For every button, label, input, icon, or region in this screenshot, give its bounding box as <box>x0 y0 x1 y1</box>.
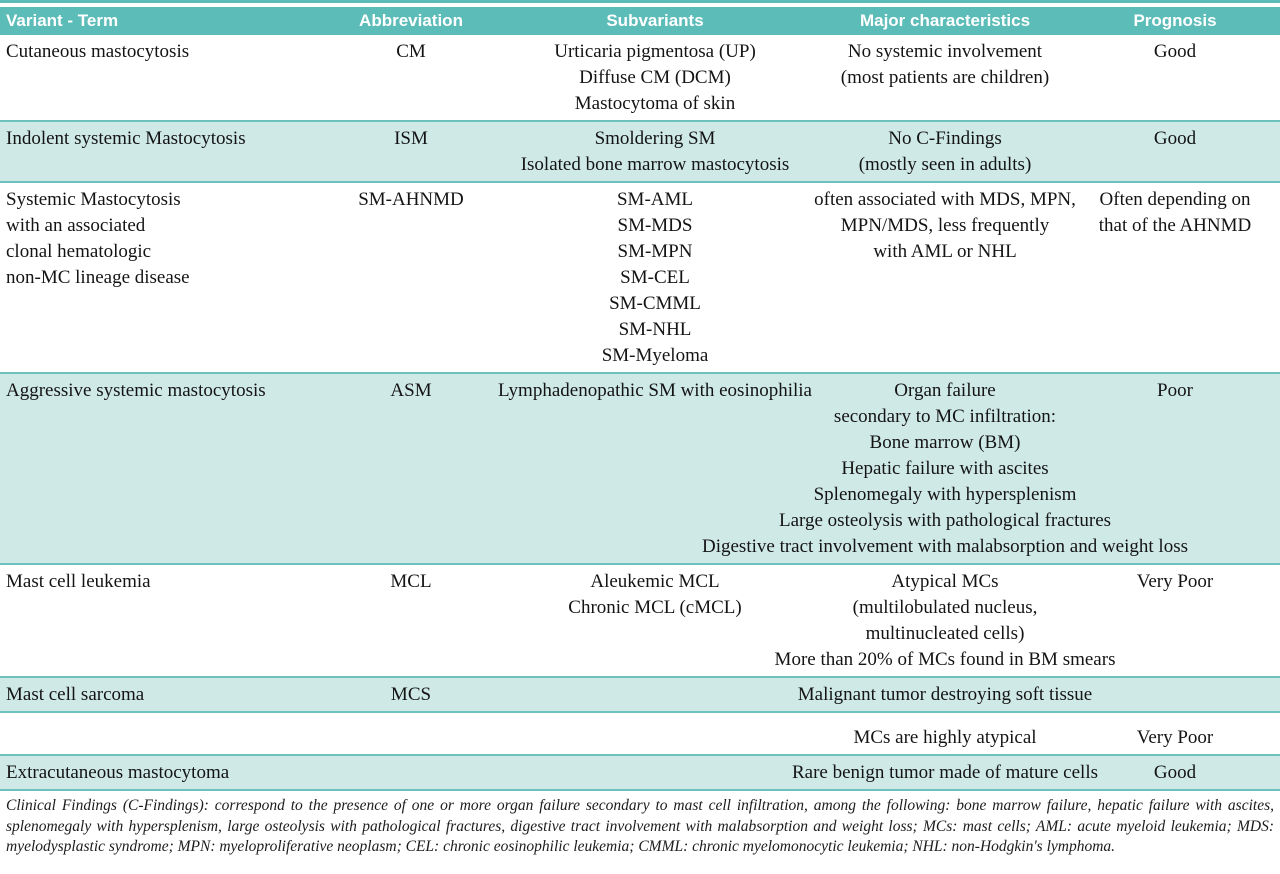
major-characteristic-text: Rare benign tumor made of mature cells <box>792 762 1099 783</box>
variant-term-text: Mast cell sarcoma <box>6 684 145 705</box>
col-header-variant-term: Variant - Term <box>6 11 119 30</box>
major-characteristic-text: MPN/MDS, less frequently <box>840 215 1050 236</box>
cell-prognosis <box>1070 678 1280 711</box>
subvariant-text: SM-CMML <box>609 293 701 314</box>
row-mast-cell-sarcoma <box>0 676 1280 713</box>
variant-term-text: Mast cell leukemia <box>6 571 151 592</box>
cell-subvariants <box>490 678 820 711</box>
subvariant-text: SM-MPN <box>617 241 693 262</box>
cell-abbreviation <box>332 183 490 372</box>
variant-term-text: clonal hematologic <box>6 241 152 262</box>
cell-abbreviation <box>332 678 490 711</box>
subvariant-text: Smoldering SM <box>594 128 716 149</box>
cell-subvariants <box>490 721 820 754</box>
col-header-prognosis: Prognosis <box>1133 11 1217 30</box>
variant-term-text: non-MC lineage disease <box>6 267 190 288</box>
cell-prognosis <box>1070 374 1280 563</box>
prognosis-text: Often depending on <box>1099 189 1251 210</box>
subvariant-text: SM-MDS <box>617 215 693 236</box>
cell-subvariants <box>490 183 820 372</box>
subvariant-text: Isolated bone marrow mastocytosis <box>520 154 790 175</box>
abbreviation-text: MCL <box>390 571 432 592</box>
row-indolent-systemic-mastocytosis <box>0 120 1280 183</box>
prognosis-text: Good <box>1153 762 1197 783</box>
prognosis-text: Very Poor <box>1136 571 1214 592</box>
subvariant-text: Urticaria pigmentosa (UP) <box>554 41 756 62</box>
cell-subvariants <box>490 35 820 120</box>
cell-prognosis <box>1070 565 1280 676</box>
major-characteristic-text: Bone marrow (BM) <box>869 432 1021 453</box>
row-extracutaneous-mastocytoma <box>0 754 1280 791</box>
subvariant-text: Mastocytoma of skin <box>574 93 736 114</box>
footnote-text: Clinical Findings (C-Findings): correspond to the presence of one or more organ failure secondary to mast cell infiltration, among the following: bone marrow failure, hepatic failure with ascites, splenomegaly with hypersplenism, large osteolysis with pathological fractures, digestive tract involvement with malabsorption and weight loss; MCs: mast cells; AML: acute myeloid leukemia; MDS: myelodysplastic syndrome; MPN: myeloproliferative neoplasm; CEL: chronic eosinophilic leukemia; CMML: chronic myelomonocytic leukemia; NHL: non-Hodgkin's lymphoma. <box>6 797 1274 855</box>
subvariant-text: SM-CEL <box>620 267 690 288</box>
abbreviation-text: SM-AHNMD <box>358 189 464 210</box>
cell-abbreviation <box>332 565 490 676</box>
cell-subvariants <box>490 122 820 181</box>
major-characteristic-text: (multilobulated nucleus, <box>852 597 1038 618</box>
cell-variant-term <box>0 756 332 789</box>
cell-abbreviation <box>332 35 490 120</box>
cell-variant-term <box>0 374 332 563</box>
prognosis-text: Good <box>1153 41 1197 62</box>
cell-major-characteristics <box>820 122 1070 181</box>
abbreviation-text: ASM <box>390 380 432 401</box>
col-header-subvariants: Subvariants <box>606 11 704 30</box>
major-characteristic-text: (mostly seen in adults) <box>858 154 1032 175</box>
major-characteristic-text: Organ failure <box>894 380 996 401</box>
subvariant-text: SM-AML <box>616 189 693 210</box>
cell-subvariants <box>490 565 820 676</box>
variant-term-text: Indolent systemic Mastocytosis <box>6 128 246 149</box>
abbreviation-text: MCS <box>390 684 432 705</box>
major-characteristic-text: often associated with MDS, MPN, <box>814 189 1076 210</box>
major-characteristic-text: multinucleated cells) <box>865 623 1025 644</box>
subvariant-text: Diffuse CM (DCM) <box>579 67 731 88</box>
major-characteristic-text: MCs are highly atypical <box>853 727 1037 748</box>
variant-term-text: with an associated <box>6 215 146 236</box>
major-characteristic-text: Digestive tract involvement with malabsorption and weight loss <box>702 536 1188 557</box>
cell-variant-term <box>0 35 332 120</box>
subvariant-text: SM-Myeloma <box>601 345 709 366</box>
row-mast-cell-leukemia <box>0 565 1280 676</box>
major-characteristic-text: Large osteolysis with pathological fractures <box>778 510 1112 531</box>
major-characteristic-text: Hepatic failure with ascites <box>841 458 1049 479</box>
major-characteristic-text: No systemic involvement <box>847 41 1043 62</box>
major-characteristic-text: with AML or NHL <box>873 241 1017 262</box>
major-characteristic-text: Malignant tumor destroying soft tissue <box>797 684 1093 705</box>
subvariant-text: Aleukemic MCL <box>590 571 720 592</box>
cell-major-characteristics <box>774 565 1116 676</box>
major-characteristic-text: (most patients are children) <box>840 67 1050 88</box>
cell-major-characteristics <box>792 756 1099 789</box>
cell-prognosis <box>1070 122 1280 181</box>
cell-abbreviation <box>332 756 490 789</box>
prognosis-text: Poor <box>1157 380 1193 401</box>
cell-variant-term <box>0 122 332 181</box>
cell-prognosis <box>1070 183 1280 372</box>
subvariant-text: Lymphadenopathic SM with eosinophilia <box>498 380 812 401</box>
major-characteristic-text: No C-Findings <box>888 128 1002 149</box>
variant-term-text: Cutaneous mastocytosis <box>6 41 190 62</box>
prognosis-text: Very Poor <box>1136 727 1214 748</box>
variant-term-text: Aggressive systemic mastocytosis <box>6 380 266 401</box>
cell-prognosis <box>1070 756 1280 789</box>
major-characteristic-text: Splenomegaly with hypersplenism <box>813 484 1077 505</box>
cell-major-characteristics <box>820 721 1070 754</box>
table-header-row <box>0 7 1280 35</box>
cell-prognosis <box>1070 35 1280 120</box>
cell-abbreviation <box>332 374 490 563</box>
cell-variant-term <box>0 183 332 372</box>
cell-variant-term <box>0 678 332 711</box>
subvariant-text: Chronic MCL (cMCL) <box>568 597 742 618</box>
prognosis-text: that of the AHNMD <box>1098 215 1252 236</box>
top-rule <box>0 0 1280 3</box>
cell-prognosis <box>1070 721 1280 754</box>
major-characteristic-text: Atypical MCs <box>891 571 999 592</box>
row-cutaneous-mastocytosis <box>0 35 1280 120</box>
row-aggressive-systemic-mastocytosis <box>0 372 1280 565</box>
subvariant-text: SM-NHL <box>618 319 692 340</box>
cell-subvariants <box>490 756 820 789</box>
cell-major-characteristics <box>797 678 1093 711</box>
abbreviation-text: CM <box>396 41 426 62</box>
cell-abbreviation <box>332 721 490 754</box>
prognosis-text: Good <box>1153 128 1197 149</box>
major-characteristic-text: More than 20% of MCs found in BM smears <box>774 649 1116 670</box>
cell-major-characteristics <box>820 35 1070 120</box>
cell-variant-term <box>0 721 332 754</box>
row-mcs-highly-atypical <box>0 713 1280 754</box>
cell-abbreviation <box>332 122 490 181</box>
cell-major-characteristics <box>814 183 1076 372</box>
col-header-major-characteristics: Major characteristics <box>859 11 1031 30</box>
major-characteristic-text: secondary to MC infiltration: <box>833 406 1057 427</box>
col-header-abbreviation: Abbreviation <box>359 11 463 30</box>
variant-term-text: Extracutaneous mastocytoma <box>6 762 230 783</box>
row-sm-ahnmd <box>0 183 1280 372</box>
abbreviation-text: ISM <box>394 128 428 149</box>
variant-term-text: Systemic Mastocytosis <box>6 189 181 210</box>
cell-variant-term <box>0 565 332 676</box>
